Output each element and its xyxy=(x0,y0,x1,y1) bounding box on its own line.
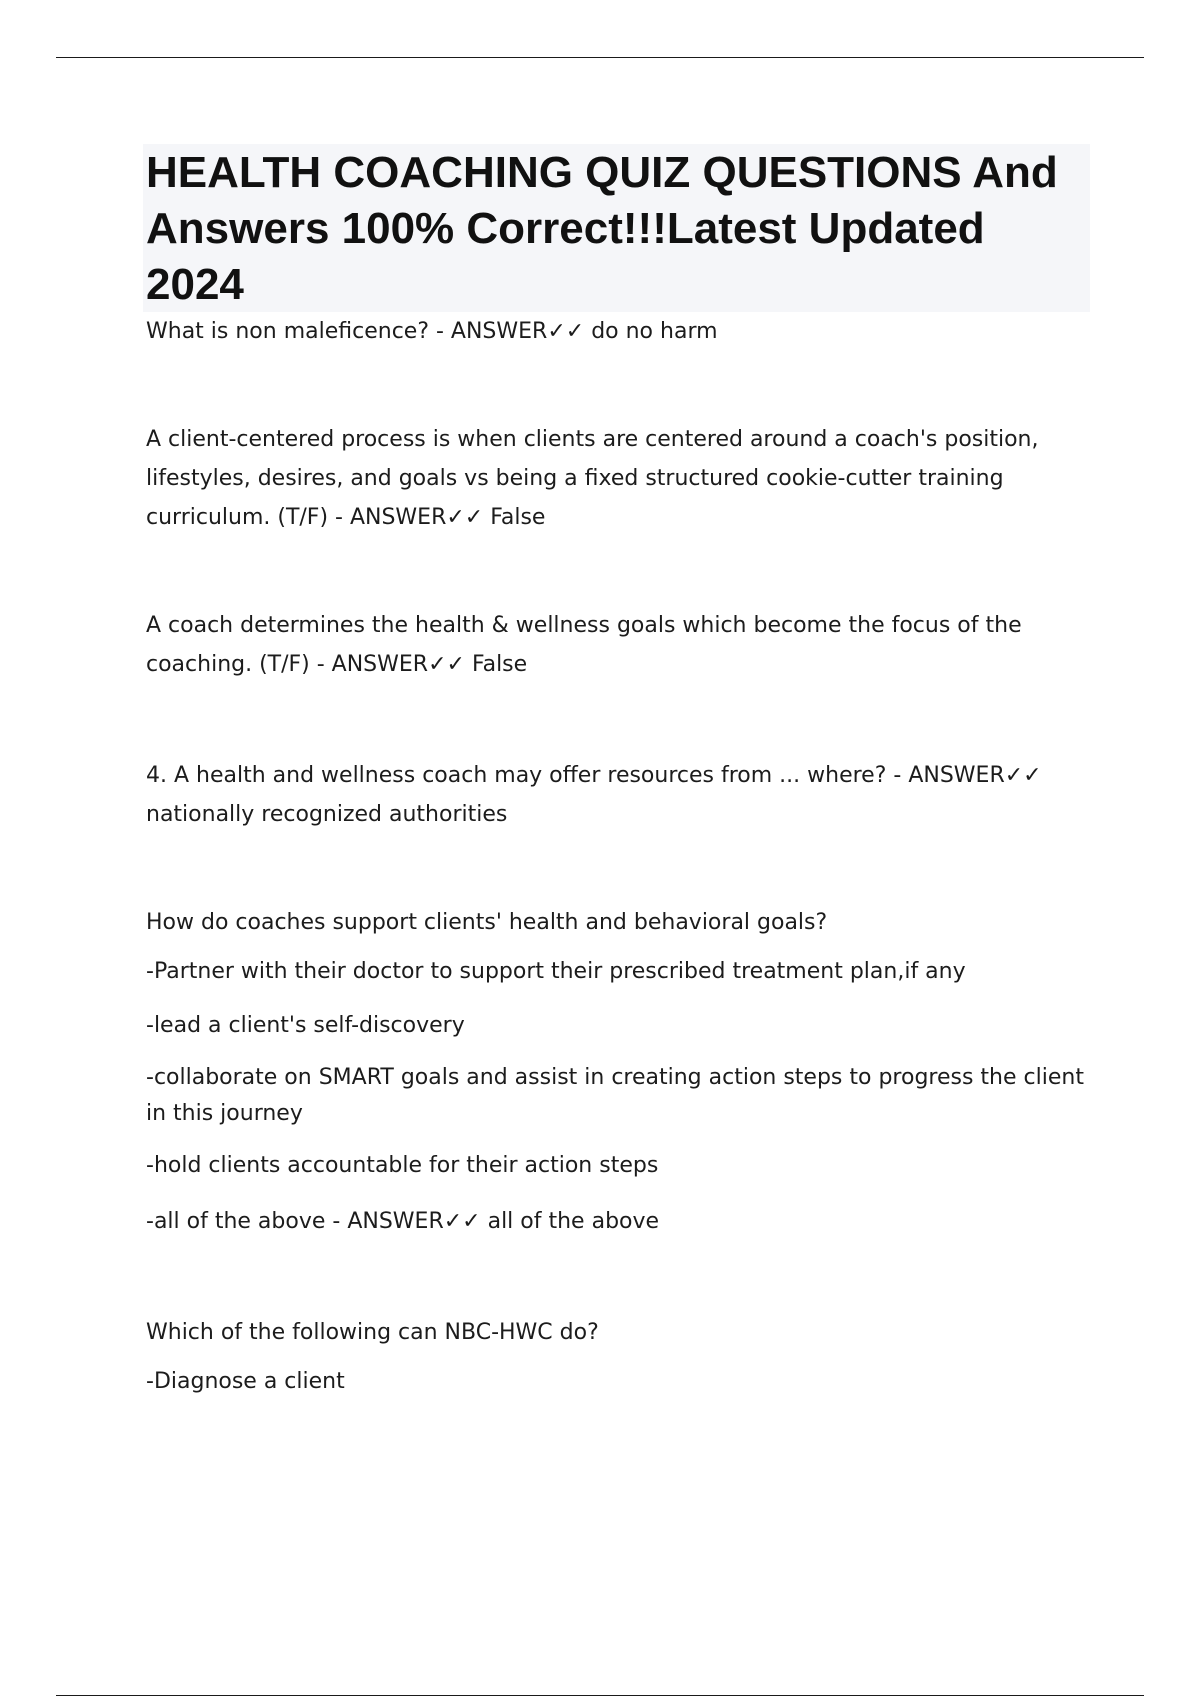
option-text: -collaborate on SMART goals and assist in creating action steps to progress the client in this journey xyxy=(146,1065,1084,1126)
qa-item-1 xyxy=(146,312,1096,351)
qa-item-2 xyxy=(146,420,1096,537)
footer-rule xyxy=(56,1695,1144,1696)
document-title: HEALTH COACHING QUIZ QUESTIONS And Answers 100% Correct!!!Latest Updated 2024 xyxy=(146,148,1058,309)
qa-item-5 xyxy=(146,903,1096,1240)
question-text: How do coaches support clients' health and behavioral goals? xyxy=(146,910,828,935)
qa-item-6 xyxy=(146,1313,1096,1400)
question-text: 4. A health and wellness coach may offer resources from ... where? - ANSWER✓✓ nationally recognized authorities xyxy=(146,763,1042,827)
question-text: What is non maleficence? - ANSWER✓✓ do no harm xyxy=(146,319,718,344)
option-text: -all of the above - ANSWER✓✓ all of the above xyxy=(146,1209,660,1234)
qa-item-3 xyxy=(146,606,1096,684)
header-rule xyxy=(56,57,1144,58)
qa-item-4 xyxy=(146,756,1096,834)
question-text: Which of the following can NBC-HWC do? xyxy=(146,1320,599,1345)
option-text: -hold clients accountable for their action steps xyxy=(146,1153,659,1178)
question-text: A coach determines the health & wellness goals which become the focus of the coaching. (T/F) - ANSWER✓✓ False xyxy=(146,613,1022,677)
question-text: A client-centered process is when clients are centered around a coach's position, lifestyles, desires, and goals vs being a fixed structured cookie-cutter training curriculum. (T/F) - ANSWER✓✓ False xyxy=(146,427,1039,530)
option-text: -Partner with their doctor to support their prescribed treatment plan,if any xyxy=(146,959,966,984)
option-text: -lead a client's self-discovery xyxy=(146,1013,465,1038)
option-text: -Diagnose a client xyxy=(146,1369,345,1394)
